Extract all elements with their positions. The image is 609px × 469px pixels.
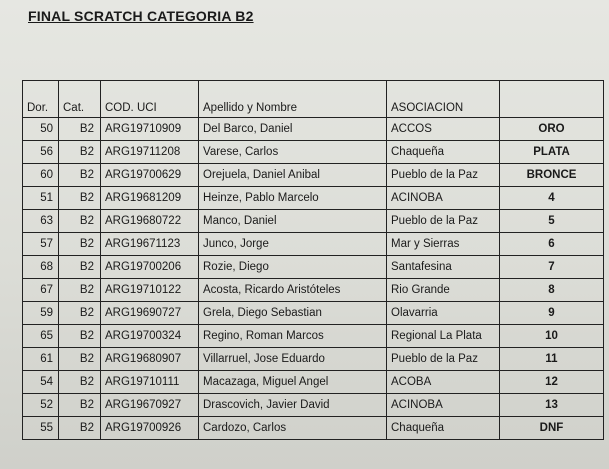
- table-row: [23, 210, 604, 233]
- cell-cod-uci: ARG19710122: [101, 279, 199, 302]
- cell-nombre: Del Barco, Daniel: [199, 118, 387, 141]
- cell-cat: B2: [59, 233, 101, 256]
- cell-resultado: 12: [500, 371, 604, 394]
- cell-dorsal: 57: [23, 233, 59, 256]
- cell-cod-uci: ARG19710111: [101, 371, 199, 394]
- cell-nombre: Cardozo, Carlos: [199, 417, 387, 440]
- cell-resultado: PLATA: [500, 141, 604, 164]
- cell-nombre: Grela, Diego Sebastian: [199, 302, 387, 325]
- cell-nombre: Drascovich, Javier David: [199, 394, 387, 417]
- cell-cat: B2: [59, 302, 101, 325]
- cell-dorsal: 65: [23, 325, 59, 348]
- cell-resultado: 5: [500, 210, 604, 233]
- cell-resultado: 13: [500, 394, 604, 417]
- cell-asociacion: Pueblo de la Paz: [387, 348, 500, 371]
- cell-cat: B2: [59, 348, 101, 371]
- header-cat: Cat.: [59, 81, 101, 118]
- cell-nombre: Junco, Jorge: [199, 233, 387, 256]
- cell-cat: B2: [59, 417, 101, 440]
- cell-asociacion: ACINOBA: [387, 394, 500, 417]
- cell-cat: B2: [59, 256, 101, 279]
- cell-resultado: 4: [500, 187, 604, 210]
- cell-cod-uci: ARG19680722: [101, 210, 199, 233]
- cell-cod-uci: ARG19690727: [101, 302, 199, 325]
- cell-nombre: Manco, Daniel: [199, 210, 387, 233]
- cell-dorsal: 50: [23, 118, 59, 141]
- cell-asociacion: ACCOS: [387, 118, 500, 141]
- cell-cod-uci: ARG19680907: [101, 348, 199, 371]
- cell-cod-uci: ARG19710909: [101, 118, 199, 141]
- header-nombre: Apellido y Nombre: [199, 81, 387, 118]
- cell-asociacion: Pueblo de la Paz: [387, 210, 500, 233]
- cell-resultado: BRONCE: [500, 164, 604, 187]
- table-row: [23, 256, 604, 279]
- cell-cat: B2: [59, 141, 101, 164]
- cell-nombre: Acosta, Ricardo Aristóteles: [199, 279, 387, 302]
- cell-asociacion: Pueblo de la Paz: [387, 164, 500, 187]
- cell-asociacion: Regional La Plata: [387, 325, 500, 348]
- cell-cod-uci: ARG19671123: [101, 233, 199, 256]
- header-cod-uci: COD. UCI: [101, 81, 199, 118]
- cell-cod-uci: ARG19711208: [101, 141, 199, 164]
- cell-cat: B2: [59, 325, 101, 348]
- cell-resultado: ORO: [500, 118, 604, 141]
- cell-resultado: 10: [500, 325, 604, 348]
- cell-resultado: DNF: [500, 417, 604, 440]
- cell-cat: B2: [59, 210, 101, 233]
- cell-asociacion: Chaqueña: [387, 417, 500, 440]
- table-row: [23, 302, 604, 325]
- cell-cat: B2: [59, 371, 101, 394]
- table-row: [23, 141, 604, 164]
- cell-asociacion: Rio Grande: [387, 279, 500, 302]
- cell-asociacion: Olavarria: [387, 302, 500, 325]
- cell-dorsal: 61: [23, 348, 59, 371]
- cell-dorsal: 54: [23, 371, 59, 394]
- table-row: [23, 371, 604, 394]
- cell-nombre: Rozie, Diego: [199, 256, 387, 279]
- table-row: [23, 417, 604, 440]
- results-body: [23, 118, 604, 440]
- cell-asociacion: ACOBA: [387, 371, 500, 394]
- cell-cod-uci: ARG19700206: [101, 256, 199, 279]
- cell-dorsal: 55: [23, 417, 59, 440]
- table-row: [23, 118, 604, 141]
- results-table: [22, 80, 604, 440]
- cell-resultado: 8: [500, 279, 604, 302]
- cell-cat: B2: [59, 118, 101, 141]
- header-resultado: [500, 81, 604, 118]
- cell-resultado: 6: [500, 233, 604, 256]
- table-row: [23, 233, 604, 256]
- cell-cat: B2: [59, 394, 101, 417]
- cell-nombre: Varese, Carlos: [199, 141, 387, 164]
- page-title: FINAL SCRATCH CATEGORIA B2: [28, 8, 254, 24]
- table-row: [23, 348, 604, 371]
- cell-cod-uci: ARG19700629: [101, 164, 199, 187]
- cell-dorsal: 67: [23, 279, 59, 302]
- table-row: [23, 164, 604, 187]
- header-dorsal: Dor.: [23, 81, 59, 118]
- cell-dorsal: 59: [23, 302, 59, 325]
- cell-asociacion: Mar y Sierras: [387, 233, 500, 256]
- cell-nombre: Heinze, Pablo Marcelo: [199, 187, 387, 210]
- table-row: [23, 394, 604, 417]
- cell-dorsal: 51: [23, 187, 59, 210]
- cell-cod-uci: ARG19700926: [101, 417, 199, 440]
- cell-cat: B2: [59, 164, 101, 187]
- cell-cod-uci: ARG19700324: [101, 325, 199, 348]
- cell-cod-uci: ARG19670927: [101, 394, 199, 417]
- cell-resultado: 11: [500, 348, 604, 371]
- cell-nombre: Orejuela, Daniel Anibal: [199, 164, 387, 187]
- cell-cat: B2: [59, 279, 101, 302]
- cell-cod-uci: ARG19681209: [101, 187, 199, 210]
- cell-nombre: Macazaga, Miguel Angel: [199, 371, 387, 394]
- cell-dorsal: 56: [23, 141, 59, 164]
- cell-resultado: 7: [500, 256, 604, 279]
- cell-dorsal: 63: [23, 210, 59, 233]
- table-row: [23, 187, 604, 210]
- cell-nombre: Regino, Roman Marcos: [199, 325, 387, 348]
- cell-nombre: Villarruel, Jose Eduardo: [199, 348, 387, 371]
- cell-dorsal: 52: [23, 394, 59, 417]
- cell-asociacion: Santafesina: [387, 256, 500, 279]
- cell-resultado: 9: [500, 302, 604, 325]
- table-row: [23, 279, 604, 302]
- cell-dorsal: 60: [23, 164, 59, 187]
- header-row: [23, 81, 604, 118]
- table-row: [23, 325, 604, 348]
- cell-asociacion: Chaqueña: [387, 141, 500, 164]
- header-asociacion: ASOCIACION: [387, 81, 500, 118]
- cell-asociacion: ACINOBA: [387, 187, 500, 210]
- cell-dorsal: 68: [23, 256, 59, 279]
- cell-cat: B2: [59, 187, 101, 210]
